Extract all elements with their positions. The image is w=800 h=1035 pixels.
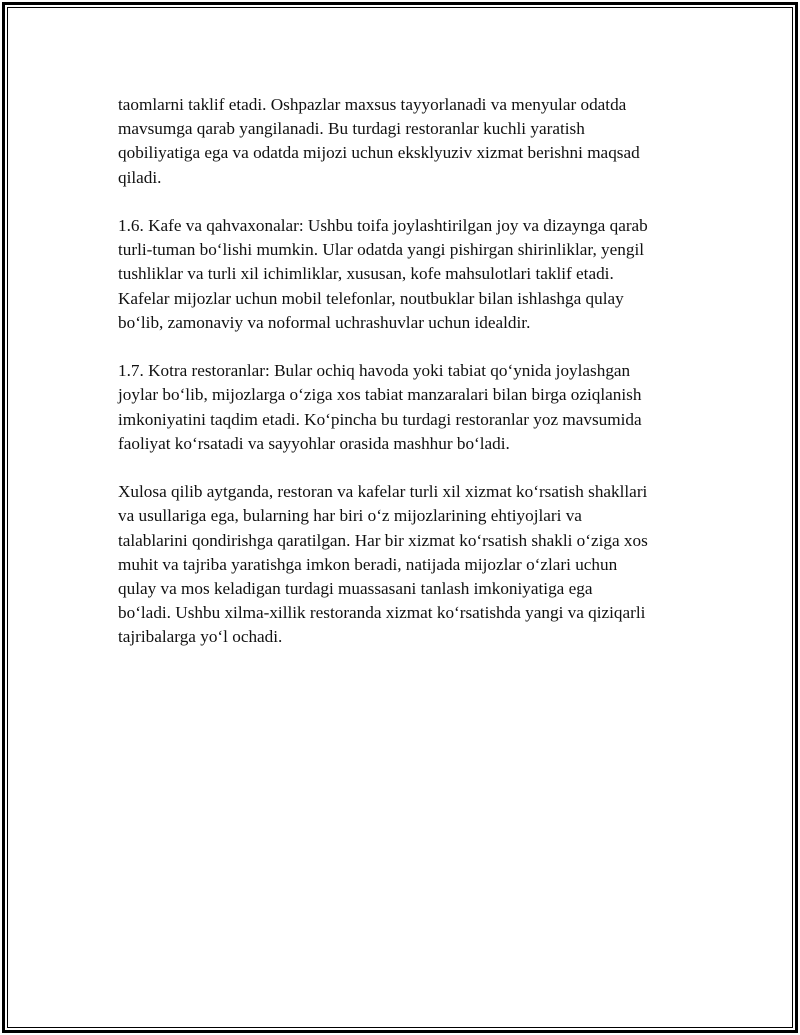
text-line: taomlarni taklif etadi. Oshpazlar maxsus tayyorlanadi va menyular odatda [118,95,627,114]
text-line: tushliklar va turli xil ichimliklar, xususan, kofe mahsulotlari taklif etadi. [118,264,614,284]
text-line: talablarini qondirishga qaratilgan. Har bir xizmat ko‘rsatish shakli o‘ziga xos [118,530,648,550]
text-line: muhit va tajriba yaratishga imkon beradi, natijada mijozlar o‘zlari uchun [118,554,618,574]
paragraph-conclusion [118,480,693,649]
text-line: qiladi. [118,167,162,187]
text-line: joylar bo‘lib, mijozlarga o‘ziga xos tabiat manzaralari bilan birga oziqlanish [118,385,642,405]
text-line: imkoniyatini taqdim etadi. Ko‘pincha bu turdagi restoranlar yoz mavsumida [118,409,642,429]
text-line: turli-tuman bo‘lishi mumkin. Ular odatda yangi pishirgan shirinliklar, yengil [118,240,644,260]
text-line: 1.6. Kafe va qahvaxonalar: Ushbu toifa joylashtirilgan joy va dizaynga qarab [118,216,648,235]
paragraph-restaurant-intro [118,93,693,190]
text-line: bo‘ladi. Ushbu xilma-xillik restoranda xizmat ko‘rsatishda yangi va qiziqarli [118,603,646,623]
text-line: Kafelar mijozlar uchun mobil telefonlar, noutbuklar bilan ishlashga qulay [118,288,624,308]
text-line: va usullariga ega, bularning har biri o‘z mijozlarining ehtiyojlari va [118,506,582,526]
text-line: qobiliyatiga ega va odatda mijozi uchun eksklyuziv xizmat berishni maqsad [118,143,640,163]
text-line: faoliyat ko‘rsatadi va sayyohlar orasida mashhur bo‘ladi. [118,433,510,453]
text-line: mavsumga qarab yangilanadi. Bu turdagi restoranlar kuchli yaratish [118,119,585,139]
paragraph-cafes [118,214,693,335]
paragraph-outdoor-restaurants [118,359,693,456]
text-line: Xulosa qilib aytganda, restoran va kafelar turli xil xizmat ko‘rsatish shakllari [118,482,648,502]
text-line: tajribalarga yo‘l ochadi. [118,627,283,647]
document-body [118,93,693,674]
text-line: qulay va mos keladigan turdagi muassasani tanlash imkoniyatiga ega [118,579,593,599]
text-line: bo‘lib, zamonaviy va noformal uchrashuvlar uchun idealdir. [118,312,531,332]
text-line: 1.7. Kotra restoranlar: Bular ochiq havoda yoki tabiat qo‘ynida joylashgan [118,361,631,381]
